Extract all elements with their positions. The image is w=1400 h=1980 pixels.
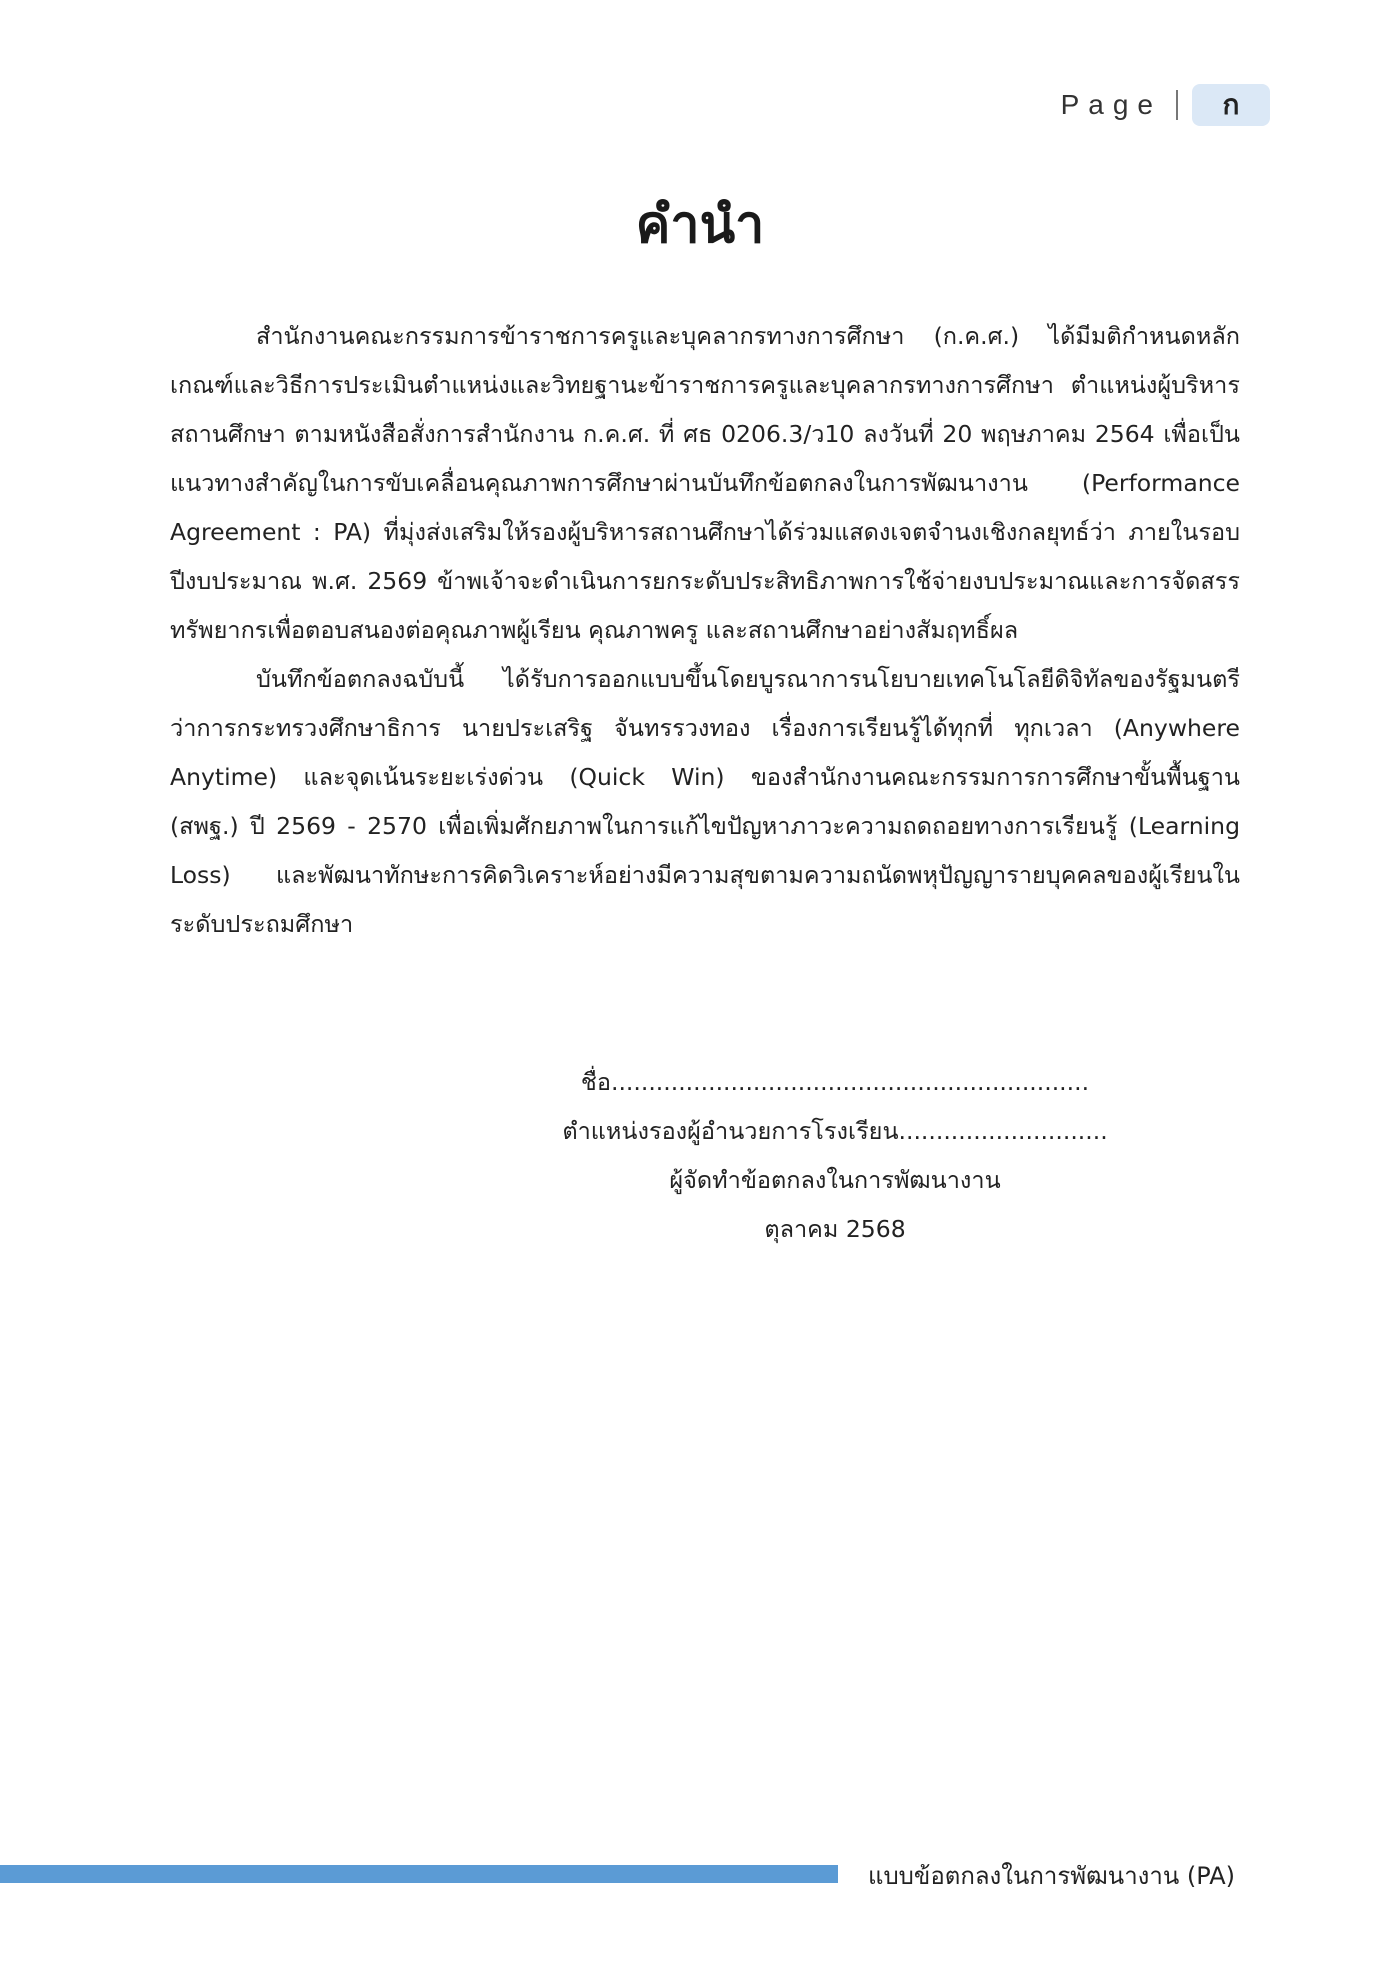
signature-name-line: ชื่อ................................................................	[580, 1068, 1090, 1096]
signature-role-line: ผู้จัดทำข้อตกลงในการพัฒนางาน	[669, 1166, 1001, 1194]
page-header	[1061, 84, 1270, 126]
paragraph-design: บันทึกข้อตกลงฉบับนี้ ได้รับการออกแบบขึ้นโดยบูรณาการนโยบายเทคโนโลยีดิจิทัลของรัฐมนตรีว่าการกระทรวงศึกษาธิการ นายประเสริฐ จันทรรวงทอง เรื่องการเรียนรู้ได้ทุกที่ ทุกเวลา (Anywhere Anytime) และจุดเน้นระยะเร่งด่วน (Quick Win) ของสำนักงานคณะกรรมการการศึกษาขั้นพื้นฐาน (สพฐ.) ปี 2569 - 2570 เพื่อเพิ่มศักยภาพในการแก้ไขปัญหาภาวะความถดถอยทางการเรียนรู้ (Learning Loss) และพัฒนาทักษะการคิดวิเคราะห์อย่างมีความสุขตามความถนัดพหุปัญญารายบุคคลของผู้เรียนในระดับประถมศึกษา	[170, 665, 1240, 938]
signature-date-line: ตุลาคม 2568	[764, 1215, 906, 1243]
signature-block	[560, 1058, 1110, 1254]
document-title: คำนำ	[635, 195, 765, 255]
document-body	[170, 312, 1240, 949]
page-separator	[1176, 90, 1178, 120]
paragraph-intro: สำนักงานคณะกรรมการข้าราชการครูและบุคลากรทางการศึกษา (ก.ค.ศ.) ได้มีมติกำหนดหลักเกณฑ์และวิธีการประเมินตำแหน่งและวิทยฐานะข้าราชการครูและบุคลากรทางการศึกษา ตำแหน่งผู้บริหารสถานศึกษา ตามหนังสือสั่งการสำนักงาน ก.ค.ศ. ที่ ศธ 0206.3/ว10 ลงวันที่ 20 พฤษภาคม 2564 เพื่อเป็นแนวทางสำคัญในการขับเคลื่อนคุณภาพการศึกษาผ่านบันทึกข้อตกลงในการพัฒนางาน (Performance Agreement : PA) ที่มุ่งส่งเสริมให้รองผู้บริหารสถานศึกษาได้ร่วมแสดงเจตจำนงเชิงกลยุทธ์ว่า ภายในรอบปีงบประมาณ พ.ศ. 2569 ข้าพเจ้าจะดำเนินการยกระดับประสิทธิภาพการใช้จ่ายงบประมาณและการจัดสรรทรัพยากรเพื่อตอบสนองต่อคุณภาพผู้เรียน คุณภาพครู และสถานศึกษาอย่างสัมฤทธิ์ผล	[170, 322, 1240, 644]
footer-accent-bar	[0, 1865, 838, 1883]
page-label: Page	[1060, 89, 1162, 120]
page-number-badge: ก	[1192, 84, 1270, 126]
footer-text: แบบข้อตกลงในการพัฒนางาน (PA)	[867, 1862, 1235, 1890]
signature-position-line: ตำแหน่งรองผู้อำนวยการโรงเรียน............................	[562, 1117, 1108, 1145]
